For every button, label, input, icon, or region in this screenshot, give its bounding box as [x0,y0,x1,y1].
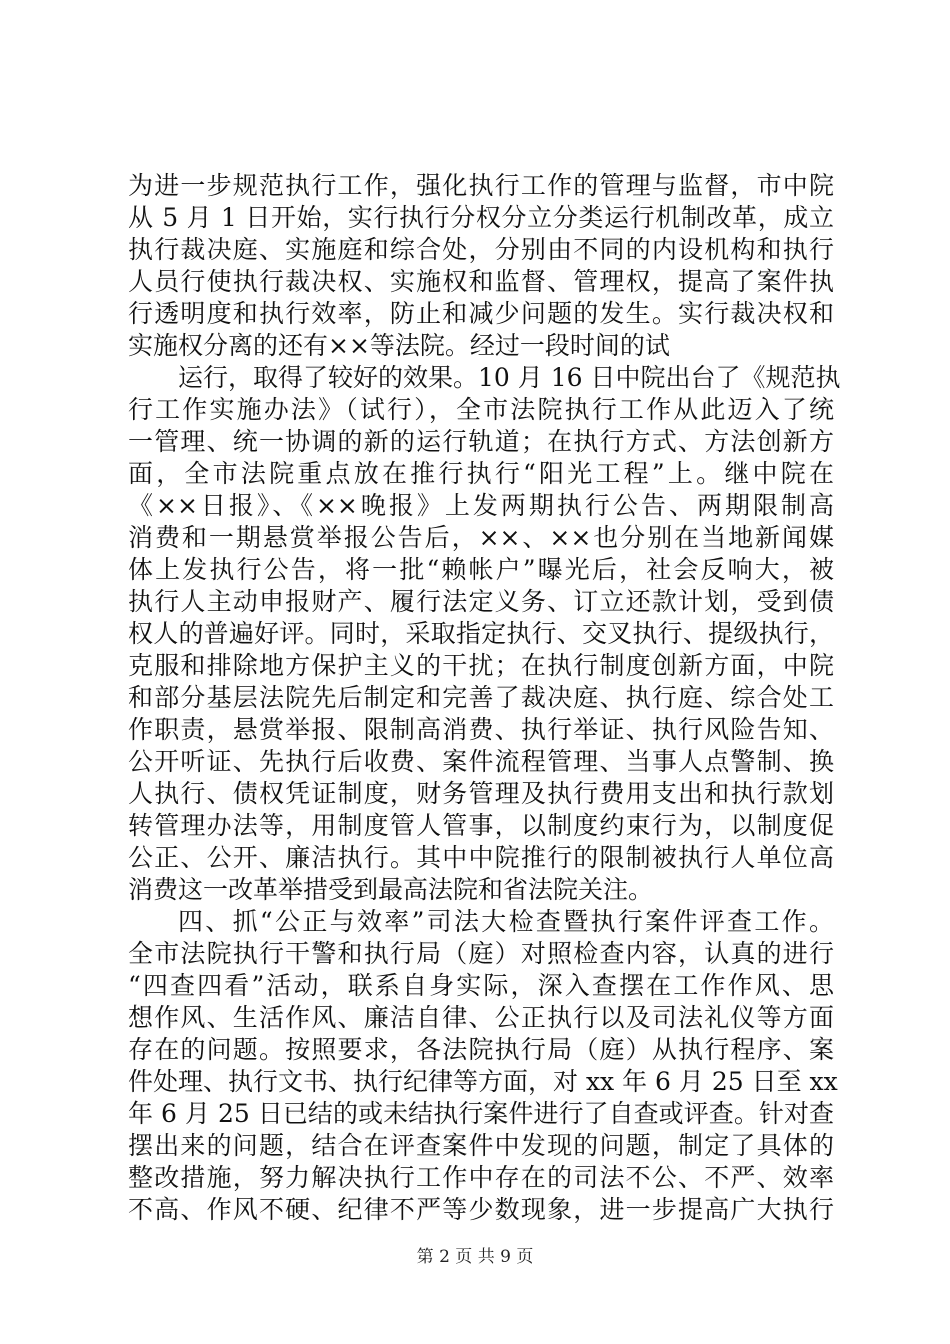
text-line: 作职责，悬赏举报、限制高消费、执行举证、执行风险告知、 [128,715,834,744]
text-line: 克服和排除地方保护主义的干扰；在执行制度创新方面，中院 [128,651,834,680]
text-line: 《××日报》、《××晚报》上发两期执行公告、两期限制高 [128,491,834,520]
text-line: 全市法院执行干警和执行局（庭）对照检查内容，认真的进行 [128,939,834,968]
text-line: 公开听证、先执行后收费、案件流程管理、当事人点警制、换 [128,747,834,776]
text-line: 行透明度和执行效率，防止和减少问题的发生。实行裁决权和 [128,299,834,328]
text-line: 人员行使执行裁决权、实施权和监督、管理权，提高了案件执 [128,267,834,296]
text-line: 摆出来的问题，结合在评查案件中发现的问题，制定了具体的 [128,1131,834,1160]
text-line: 执行裁决庭、实施庭和综合处，分别由不同的内设机构和执行 [128,235,834,264]
text-line: 面，全市法院重点放在推行执行“阳光工程”上。继中院在 [128,459,834,488]
text-line: 为进一步规范执行工作，强化执行工作的管理与监督，市中院 [128,171,834,200]
text-line: 公正、公开、廉洁执行。其中中院推行的限制被执行人单位高 [128,843,834,872]
text-line: 行工作实施办法》（试行），全市法院执行工作从此迈入了统 [128,395,834,424]
text-line: 件处理、执行文书、执行纪律等方面，对 xx 年 6 月 25 日至 xx [128,1067,838,1096]
text-line: 实施权分离的还有××等法院。经过一段时间的试 [128,331,670,360]
text-line: 整改措施，努力解决执行工作中存在的司法不公、不严、效率 [128,1163,834,1192]
text-line: 四、抓“公正与效率”司法大检查暨执行案件评查工作。 [178,907,834,936]
page-number-footer: 第 2 页 共 9 页 [416,1247,534,1267]
text-line: 和部分基层法院先后制定和完善了裁决庭、执行庭、综合处工 [128,683,834,712]
text-line: 想作风、生活作风、廉洁自律、公正执行以及司法礼仪等方面 [128,1003,834,1032]
text-line: 一管理、统一协调的新的运行轨道；在执行方式、方法创新方 [128,427,834,456]
text-line: 消费这一改革举措受到最高法院和省法院关注。 [128,875,654,904]
text-line: 从 5 月 1 日开始，实行执行分权分立分类运行机制改革，成立 [128,203,834,232]
text-line: 消费和一期悬赏举报公告后，××、××也分别在当地新闻媒 [128,523,834,552]
text-line: 存在的问题。按照要求，各法院执行局（庭）从执行程序、案 [128,1035,834,1064]
text-line: 运行，取得了较好的效果。10 月 16 日中院出台了《规范执 [178,363,841,392]
text-line: “四查四看”活动，联系自身实际，深入查摆在工作作风、思 [128,971,834,1000]
text-line: 年 6 月 25 日已结的或未结执行案件进行了自查或评查。针对查 [128,1099,834,1128]
text-line: 体上发执行公告，将一批“赖帐户”曝光后，社会反响大，被 [128,555,834,584]
body-text [128,170,841,1226]
text-line: 不高、作风不硬、纪律不严等少数现象，进一步提高广大执行 [128,1195,834,1224]
text-line: 人执行、债权凭证制度，财务管理及执行费用支出和执行款划 [128,779,834,808]
text-line: 权人的普遍好评。同时，采取指定执行、交叉执行、提级执行， [128,619,834,648]
text-line: 转管理办法等，用制度管人管事，以制度约束行为，以制度促 [128,811,834,840]
text-line: 执行人主动申报财产、履行法定义务、订立还款计划，受到债 [128,587,834,616]
